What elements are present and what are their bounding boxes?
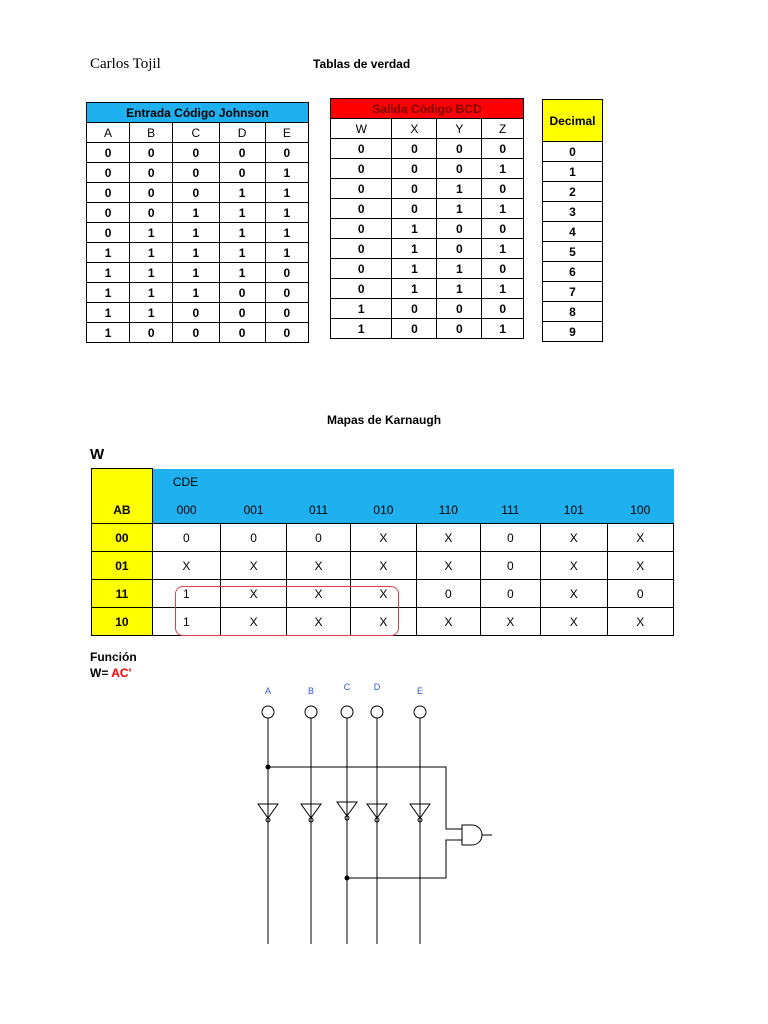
johnson-cell: 1	[219, 223, 265, 243]
johnson-cell: 1	[87, 323, 130, 343]
function-expr: AC'	[111, 666, 132, 680]
johnson-col-header: B	[130, 123, 173, 143]
johnson-cell: 0	[130, 323, 173, 343]
johnson-cell: 1	[87, 283, 130, 303]
bcd-cell: 0	[437, 319, 482, 339]
johnson-table-title: Entrada Código Johnson	[87, 103, 309, 123]
decimal-cell: 1	[543, 162, 603, 182]
johnson-row	[87, 223, 309, 243]
johnson-cell: 1	[130, 283, 173, 303]
bcd-cell: 0	[392, 159, 437, 179]
bcd-cell: 1	[392, 219, 437, 239]
bcd-cell: 1	[437, 199, 482, 219]
decimal-cell: 4	[543, 222, 603, 242]
bcd-cell: 0	[392, 299, 437, 319]
johnson-row	[87, 163, 309, 183]
bcd-cell: 0	[392, 199, 437, 219]
bcd-row	[331, 279, 524, 299]
bcd-col-header: Z	[482, 119, 524, 139]
bcd-cell: 0	[392, 319, 437, 339]
kmap-column-header: 001	[220, 496, 286, 524]
kmap-cell: X	[287, 608, 350, 636]
kmap-cell: 1	[152, 608, 220, 636]
bcd-cell: 0	[392, 179, 437, 199]
johnson-cell: 0	[265, 283, 308, 303]
kmap-cell: X	[220, 580, 286, 608]
kmap-cde-row	[92, 469, 674, 497]
johnson-cell: 0	[265, 143, 308, 163]
kmap-cell: 0	[287, 524, 350, 552]
bcd-cell: 0	[437, 139, 482, 159]
kmap-row	[92, 524, 674, 552]
decimal-row	[543, 282, 603, 302]
and-gate-icon	[462, 825, 482, 845]
johnson-cell: 0	[87, 203, 130, 223]
bcd-cell: 1	[331, 299, 392, 319]
kmap-cell: X	[607, 608, 674, 636]
johnson-cell: 0	[265, 303, 308, 323]
bcd-cell: 0	[437, 159, 482, 179]
johnson-cell: 0	[130, 163, 173, 183]
kmap-row-header: 10	[92, 608, 153, 636]
johnson-cell: 0	[219, 323, 265, 343]
decimal-row	[543, 222, 603, 242]
decimal-cell: 3	[543, 202, 603, 222]
bcd-col-header: Y	[437, 119, 482, 139]
johnson-cell: 1	[87, 303, 130, 323]
kmap-cell: X	[220, 552, 286, 580]
kmap-column-header: 101	[541, 496, 607, 524]
bcd-row	[331, 219, 524, 239]
bcd-cell: 0	[482, 299, 524, 319]
decimal-row	[543, 202, 603, 222]
decimal-row	[543, 302, 603, 322]
bcd-row	[331, 239, 524, 259]
kmap-cell: X	[287, 552, 350, 580]
decimal-table-title: Decimal	[543, 100, 603, 142]
kmap-cell: X	[350, 608, 416, 636]
kmap-column-header: 100	[607, 496, 674, 524]
decimal-cell: 5	[543, 242, 603, 262]
kmap-cell: X	[417, 552, 480, 580]
circuit-input-label: B	[307, 686, 315, 696]
kmap-column-header: 000	[152, 496, 220, 524]
johnson-col-header: A	[87, 123, 130, 143]
johnson-col-header: C	[173, 123, 219, 143]
input-terminal-icon	[371, 706, 383, 718]
johnson-cell: 1	[130, 303, 173, 323]
bcd-col-header: W	[331, 119, 392, 139]
bcd-cell: 0	[331, 139, 392, 159]
circuit-input-label: C	[343, 682, 351, 692]
bcd-cell: 0	[331, 239, 392, 259]
bcd-cell: 0	[437, 219, 482, 239]
johnson-cell: 1	[130, 223, 173, 243]
kmap-cell: X	[417, 608, 480, 636]
bcd-cell: 1	[392, 239, 437, 259]
johnson-cell: 0	[87, 183, 130, 203]
johnson-row	[87, 263, 309, 283]
bcd-row	[331, 299, 524, 319]
johnson-cell: 0	[219, 303, 265, 323]
johnson-cell: 0	[87, 163, 130, 183]
decimal-row	[543, 322, 603, 342]
bcd-cell: 1	[437, 179, 482, 199]
bcd-col-header: X	[392, 119, 437, 139]
bcd-cell: 0	[437, 299, 482, 319]
johnson-row	[87, 143, 309, 163]
johnson-cell: 0	[130, 183, 173, 203]
johnson-cell: 1	[265, 223, 308, 243]
johnson-cell: 0	[265, 323, 308, 343]
input-terminal-icon	[305, 706, 317, 718]
johnson-cell: 1	[265, 163, 308, 183]
decimal-cell: 7	[543, 282, 603, 302]
input-terminal-icon	[414, 706, 426, 718]
kmap-cell: X	[287, 580, 350, 608]
kmap-row-header: 00	[92, 524, 153, 552]
johnson-cell: 0	[173, 163, 219, 183]
johnson-cell: 1	[87, 243, 130, 263]
johnson-row	[87, 283, 309, 303]
bcd-cell: 0	[331, 219, 392, 239]
kmap-cell: 0	[480, 524, 541, 552]
decimal-cell: 8	[543, 302, 603, 322]
bcd-table-title: Salida Código BCD	[331, 99, 524, 119]
kmap-output-label: W	[90, 446, 105, 463]
kmap-column-header: 010	[350, 496, 416, 524]
kmap-cell: X	[607, 524, 674, 552]
bcd-cell: 0	[331, 179, 392, 199]
kmap-column-header: 110	[417, 496, 480, 524]
bcd-cell: 1	[392, 259, 437, 279]
bcd-cell: 0	[482, 139, 524, 159]
bcd-cell: 1	[482, 239, 524, 259]
circuit-input-label: D	[373, 682, 381, 692]
johnson-cell: 1	[265, 183, 308, 203]
bcd-cell: 0	[331, 199, 392, 219]
bcd-cell: 0	[437, 239, 482, 259]
decimal-cell: 0	[543, 142, 603, 162]
bcd-cell: 1	[437, 259, 482, 279]
johnson-cell: 1	[130, 243, 173, 263]
bcd-header-row	[331, 119, 524, 139]
johnson-input-table	[86, 102, 309, 343]
johnson-cell: 0	[219, 143, 265, 163]
kmap-cell: 0	[607, 580, 674, 608]
bcd-cell: 0	[331, 159, 392, 179]
kmap-cell: 0	[480, 552, 541, 580]
kmap-cell: 0	[220, 524, 286, 552]
kmap-cde-label: CDE	[152, 469, 673, 497]
johnson-col-header: E	[265, 123, 308, 143]
johnson-cell: 1	[130, 263, 173, 283]
johnson-cell: 1	[173, 283, 219, 303]
kmap-cell: X	[541, 552, 607, 580]
johnson-cell: 1	[219, 243, 265, 263]
johnson-row	[87, 203, 309, 223]
bcd-cell: 1	[437, 279, 482, 299]
johnson-cell: 1	[219, 183, 265, 203]
johnson-cell: 1	[173, 243, 219, 263]
johnson-cell: 0	[219, 163, 265, 183]
johnson-cell: 0	[173, 143, 219, 163]
function-expression	[90, 665, 137, 681]
kmap-cell: 0	[480, 580, 541, 608]
bcd-row	[331, 159, 524, 179]
bcd-row	[331, 179, 524, 199]
johnson-cell: 1	[87, 263, 130, 283]
bcd-output-table	[330, 98, 524, 339]
karnaugh-title: Mapas de Karnaugh	[327, 413, 442, 427]
bcd-cell: 0	[482, 179, 524, 199]
johnson-cell: 1	[173, 223, 219, 243]
kmap-corner	[92, 469, 153, 497]
kmap-cell: X	[541, 524, 607, 552]
bcd-row	[331, 319, 524, 339]
johnson-cell: 0	[130, 143, 173, 163]
kmap-cell: X	[541, 580, 607, 608]
bcd-cell: 0	[482, 219, 524, 239]
johnson-cell: 1	[265, 203, 308, 223]
bcd-cell: 0	[331, 279, 392, 299]
kmap-cell: X	[541, 608, 607, 636]
decimal-row	[543, 242, 603, 262]
johnson-cell: 0	[265, 263, 308, 283]
input-terminal-icon	[262, 706, 274, 718]
bcd-cell: 1	[331, 319, 392, 339]
function-label: Función	[90, 650, 137, 664]
bcd-cell: 0	[331, 259, 392, 279]
bcd-row	[331, 139, 524, 159]
johnson-cell: 0	[87, 143, 130, 163]
johnson-row	[87, 243, 309, 263]
kmap-row-header: 11	[92, 580, 153, 608]
kmap-column-header: 011	[287, 496, 350, 524]
kmap-column-header-row	[92, 496, 674, 524]
kmap-cell: 0	[417, 580, 480, 608]
author-name: Carlos Tojil	[90, 56, 161, 72]
johnson-cell: 0	[130, 203, 173, 223]
johnson-cell: 1	[173, 263, 219, 283]
johnson-cell: 0	[173, 323, 219, 343]
johnson-row	[87, 323, 309, 343]
circuit-input-label: E	[416, 686, 424, 696]
johnson-cell: 1	[173, 203, 219, 223]
kmap-cell: X	[350, 580, 416, 608]
kmap-cell: X	[607, 552, 674, 580]
johnson-header-row	[87, 123, 309, 143]
bcd-cell: 1	[482, 159, 524, 179]
truth-tables-title: Tablas de verdad	[313, 57, 411, 71]
johnson-col-header: D	[219, 123, 265, 143]
kmap-row	[92, 552, 674, 580]
johnson-cell: 0	[219, 283, 265, 303]
johnson-cell: 0	[87, 223, 130, 243]
decimal-row	[543, 182, 603, 202]
kmap-cell: X	[220, 608, 286, 636]
decimal-table	[542, 99, 603, 342]
johnson-cell: 0	[173, 303, 219, 323]
kmap-cell: X	[350, 552, 416, 580]
bcd-cell: 0	[392, 139, 437, 159]
johnson-cell: 1	[219, 203, 265, 223]
kmap-cell: 1	[152, 580, 220, 608]
bcd-row	[331, 199, 524, 219]
johnson-row	[87, 183, 309, 203]
bcd-cell: 1	[482, 199, 524, 219]
decimal-row	[543, 162, 603, 182]
kmap-column-header: 111	[480, 496, 541, 524]
logic-circuit	[250, 682, 510, 950]
kmap-row-header: 01	[92, 552, 153, 580]
bcd-cell: 0	[482, 259, 524, 279]
bcd-cell: 1	[482, 279, 524, 299]
bcd-row	[331, 259, 524, 279]
decimal-cell: 9	[543, 322, 603, 342]
kmap-cell: X	[350, 524, 416, 552]
kmap-cell: X	[152, 552, 220, 580]
kmap-ab-label: AB	[92, 496, 153, 524]
input-terminal-icon	[341, 706, 353, 718]
function-block	[90, 649, 137, 681]
decimal-row	[543, 142, 603, 162]
kmap-cell: X	[417, 524, 480, 552]
kmap-grouping-loop	[175, 586, 399, 636]
bcd-cell: 1	[392, 279, 437, 299]
decimal-cell: 6	[543, 262, 603, 282]
johnson-row	[87, 303, 309, 323]
function-expr-prefix: W=	[90, 666, 112, 680]
bcd-cell: 1	[482, 319, 524, 339]
decimal-cell: 2	[543, 182, 603, 202]
johnson-cell: 1	[265, 243, 308, 263]
circuit-input-label: A	[264, 686, 272, 696]
kmap-cell: 0	[152, 524, 220, 552]
kmap-cell: X	[480, 608, 541, 636]
johnson-cell: 1	[219, 263, 265, 283]
johnson-cell: 0	[173, 183, 219, 203]
decimal-row	[543, 262, 603, 282]
